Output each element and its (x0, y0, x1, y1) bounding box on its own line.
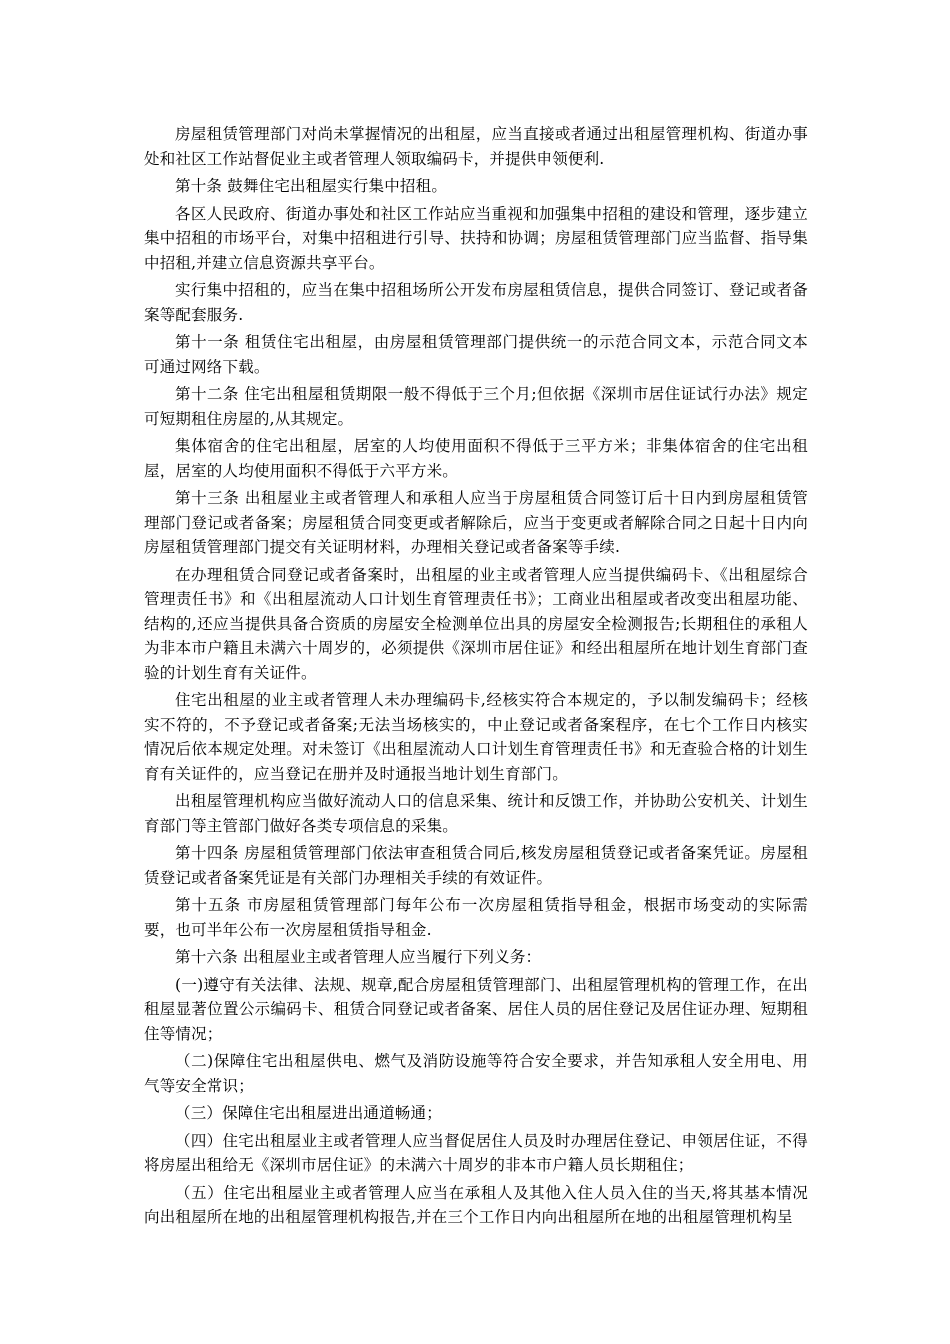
article-11: 第十一条 租赁住宅出租屋，由房屋租赁管理部门提供统一的示范合同文本，示范合同文本可通过网络下载。 (144, 333, 808, 376)
list-item-4: （四）住宅出租屋业主或者管理人应当督促居住人员及时办理居住登记、申领居住证，不得将房屋出租给无《深圳市居住证》的未满六十周岁的非本市户籍人员长期租住； (144, 1131, 808, 1174)
article-12: 第十二条 住宅出租屋租赁期限一般不得低于三个月;但依据《深圳市居住证试行办法》规定可短期租住房屋的,从其规定。 (144, 385, 808, 428)
list-item-2: （二)保障住宅出租屋供电、燃气及消防设施等符合安全要求，并告知承租人安全用电、用气等安全常识； (144, 1052, 808, 1095)
list-item-5: （五）住宅出租屋业主或者管理人应当在承租人及其他入住人员入住的当天,将其基本情况向出租屋所在地的出租屋管理机构报告,并在三个工作日内向出租屋所在地的出租屋管理机构呈 (144, 1183, 808, 1226)
paragraph: 房屋租赁管理部门对尚未掌握情况的出租屋，应当直接或者通过出租屋管理机构、街道办事处和社区工作站督促业主或者管理人领取编码卡，并提供申领便利. (144, 125, 808, 168)
article-heading-10: 第十条 鼓舞住宅出租屋实行集中招租。 (175, 177, 448, 195)
paragraph: 出租屋管理机构应当做好流动人口的信息采集、统计和反馈工作，并协助公安机关、计划生育部门等主管部门做好各类专项信息的采集。 (144, 792, 808, 835)
paragraph: 集体宿舍的住宅出租屋，居室的人均使用面积不得低于三平方米；非集体宿舍的住宅出租屋，居室的人均使用面积不得低于六平方米。 (144, 437, 808, 480)
document-body (144, 122, 808, 1230)
article-14: 第十四条 房屋租赁管理部门依法审查租赁合同后,核发房屋租赁登记或者备案凭证。房屋租赁登记或者备案凭证是有关部门办理相关手续的有效证件。 (144, 844, 808, 887)
article-16: 第十六条 出租屋业主或者管理人应当履行下列义务： (175, 948, 542, 966)
article-15: 第十五条 市房屋租赁管理部门每年公布一次房屋租赁指导租金，根据市场变动的实际需要，也可半年公布一次房屋租赁指导租金. (144, 896, 808, 939)
list-item-1: (一)遵守有关法律、法规、规章,配合房屋租赁管理部门、出租屋管理机构的管理工作，在出租屋显著位置公示编码卡、租赁合同登记或者备案、居住人员的居住登记及居住证办理、短期租住等情况； (144, 975, 808, 1043)
list-item-3: （三）保障住宅出租屋进出通道畅通； (175, 1104, 442, 1122)
paragraph: 在办理租赁合同登记或者备案时，出租屋的业主或者管理人应当提供编码卡、《出租屋综合管理责任书》和《出租屋流动人口计划生育管理责任书》；工商业出租屋或者改变出租屋功能、结构的,还应当提供具备合资质的房屋安全检测单位出具的房屋安全检测报告;长期租住的承租人为非本市户籍且未满六十周岁的，必须提供《深圳市居住证》和经出租屋所在地计划生育部门查验的计划生育有关证件。 (144, 565, 808, 682)
paragraph: 实行集中招租的，应当在集中招租场所公开发布房屋租赁信息，提供合同签订、登记或者备案等配套服务. (144, 281, 808, 324)
article-13: 第十三条 出租屋业主或者管理人和承租人应当于房屋租赁合同签订后十日内到房屋租赁管理部门登记或者备案；房屋租赁合同变更或者解除后，应当于变更或者解除合同之日起十日内向房屋租赁管理部门提交有关证明材料，办理相关登记或者备案等手续. (144, 489, 808, 556)
paragraph: 各区人民政府、街道办事处和社区工作站应当重视和加强集中招租的建设和管理，逐步建立集中招租的市场平台，对集中招租进行引导、扶持和协调；房屋租赁管理部门应当监督、指导集中招租,并建立信息资源共享平台。 (144, 204, 808, 272)
paragraph: 住宅出租屋的业主或者管理人未办理编码卡,经核实符合本规定的，予以制发编码卡；经核实不符的，不予登记或者备案;无法当场核实的，中止登记或者备案程序，在七个工作日内核实情况后依本规定处理。对未签订《出租屋流动人口计划生育管理责任书》和无查验合格的计划生育有关证件的，应当登记在册并及时通报当地计划生育部门。 (144, 691, 808, 783)
